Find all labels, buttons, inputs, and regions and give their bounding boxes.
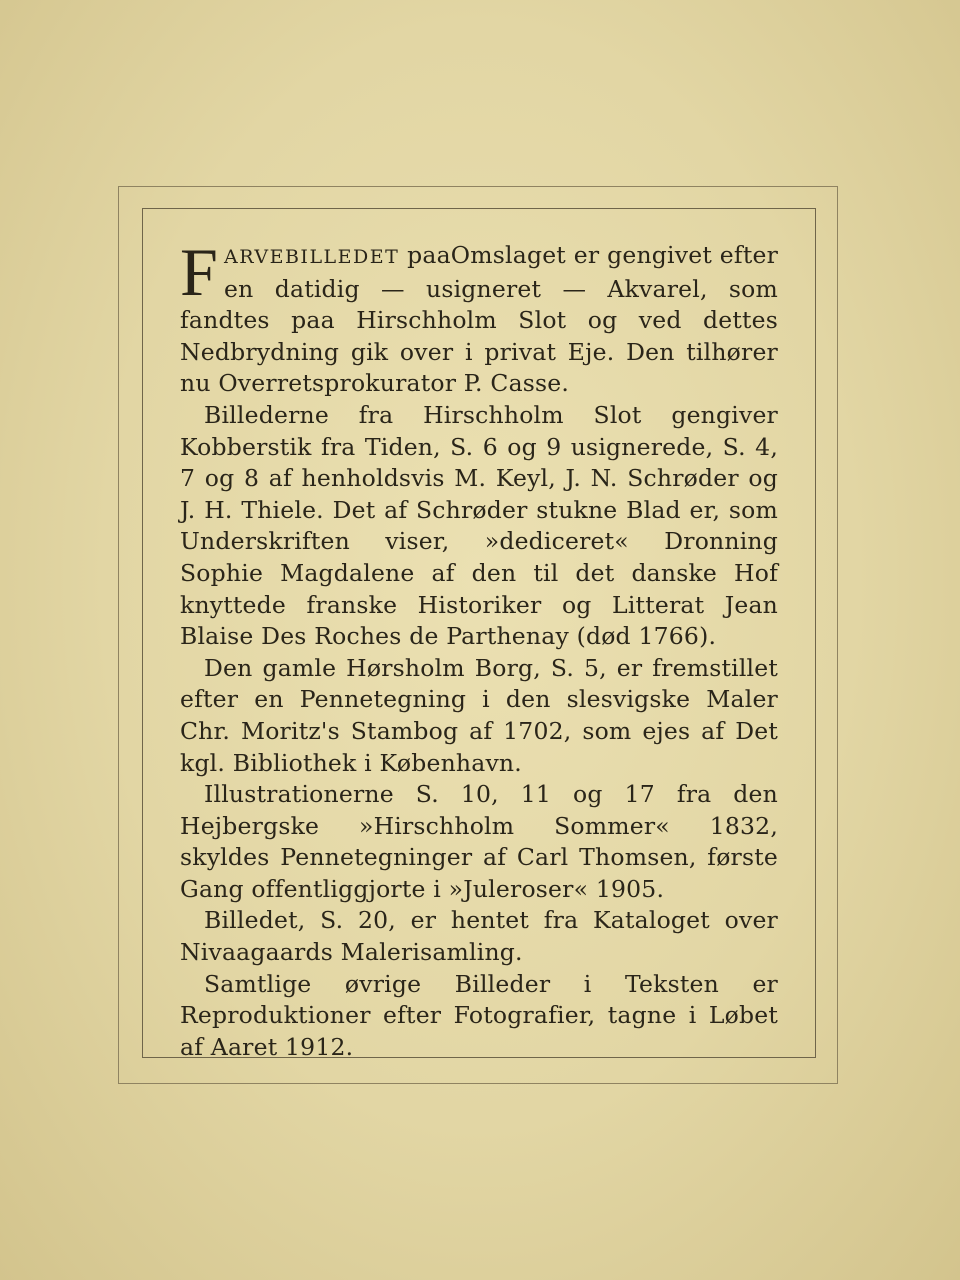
paragraph-5: Billedet, S. 20, er hentet fra Kataloget over Nivaagaards Malerisamling. <box>180 906 778 967</box>
paragraph-1-text: paaOmslaget er gengivet efter en datidig — usigneret — Akvarel, som fandtes paa Hirschholm Slot og ved dettes Nedbrydning gik over i privat Eje. Den tilhører nu Overretsprokurator P. Casse. <box>180 241 778 398</box>
paragraph-2: Billederne fra Hirschholm Slot gengiver Kobberstik fra Tiden, S. 6 og 9 usignerede, S. 4, 7 og 8 af henholdsvis M. Keyl, J. N. Schrøder og J. H. Thiele. Det af Schrøder stukne Blad er, som Underskriften viser, »dediceret« Dronning Sophie Magdalene af den til det danske Hof knyttede franske Historiker og Litterat Jean Blaise Des Roches de Parthenay (død 1766). <box>180 400 778 651</box>
lead-smallcaps: ARVEBILLEDET <box>224 246 400 268</box>
paragraph-4: Illustrationerne S. 10, 11 og 17 fra den Hejbergske »Hirschholm Sommer« 1832, skyldes Pennetegninger af Carl Thomsen, første Gang offentliggjorte i »Juleroser« 1905. <box>180 780 778 903</box>
colophon-text <box>180 234 778 1063</box>
paragraph-3: Den gamle Hørsholm Borg, S. 5, er fremstillet efter en Pennetegning i den slesvigske Maler Chr. Moritz's Stambog af 1702, som ejes af Det kgl. Bibliothek i København. <box>180 653 778 777</box>
paragraph-1 <box>180 234 778 400</box>
paragraph-6: Samtlige øvrige Billeder i Teksten er Reproduktioner efter Fotografier, tagne i Løbet af Aaret 1912. <box>180 969 778 1061</box>
drop-cap: F <box>180 234 219 310</box>
